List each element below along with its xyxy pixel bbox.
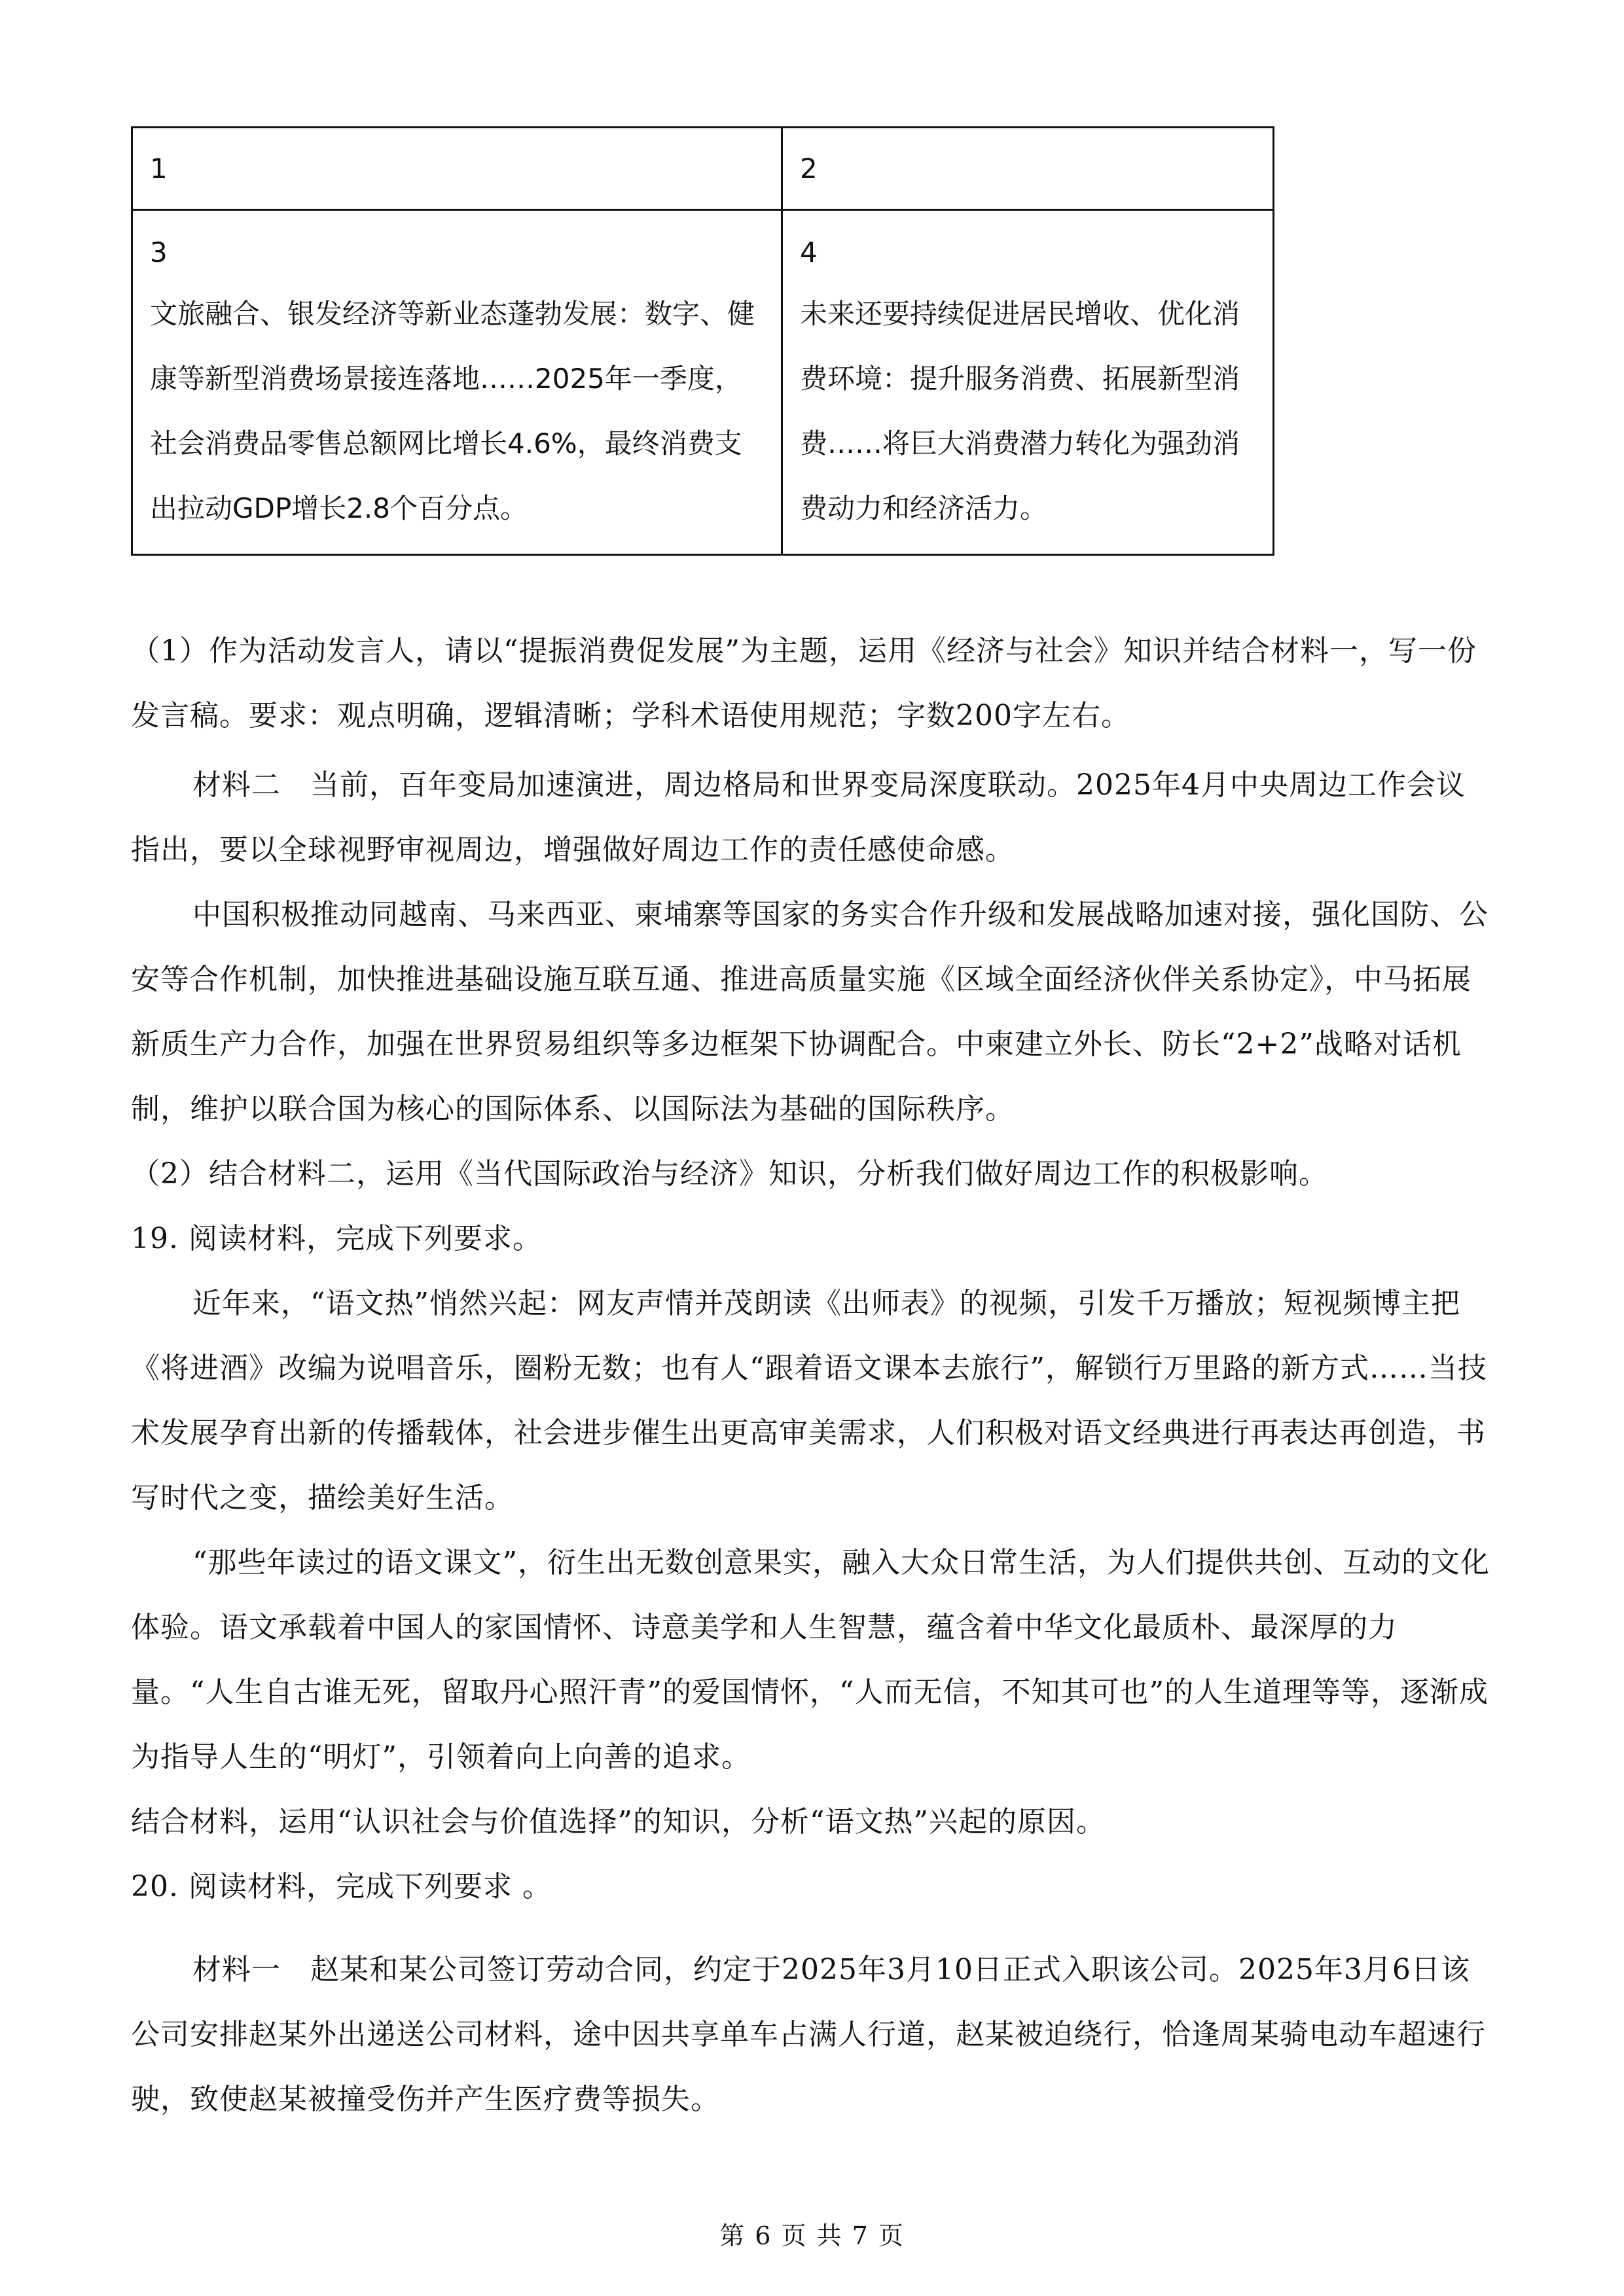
- question-20-material-1: [131, 1937, 1494, 2132]
- material-paragraph: 材料二 当前，百年变局加速演进，周边格局和世界变局深度联动。2025年4月中央周边工作会议指出，要以全球视野审视周边，增强做好周边工作的责任感使命感。: [131, 768, 1466, 867]
- material-paragraph: 材料一 赵某和某公司签订劳动合同，约定于2025年3月10日正式入职该公司。2025年3月6日该公司安排赵某外出递送公司材料，途中因共享单车占满人行道，赵某被迫绕行，恰逢周某骑电动车超速行驶，致使赵某被撞受伤并产生医疗费等损失。: [131, 1953, 1486, 2116]
- cell-text: 文旅融合、银发经济等新业态蓬勃发展：数字、健康等新型消费场景接连落地……2025年一季度，社会消费品零售总额网比增长4.6%，最终消费支出拉动GDP增长2.8个百分点。: [150, 298, 755, 524]
- cell-number: 4: [800, 236, 818, 268]
- cell-number: 2: [800, 152, 818, 185]
- cell-number: 3: [150, 236, 168, 268]
- question-title: 19. 阅读材料，完成下列要求。: [131, 1222, 542, 1255]
- table-cell-2: [782, 128, 1274, 210]
- question-text: 结合材料，运用“认识社会与价值选择”的知识，分析“语文热”兴起的原因。: [131, 1805, 1106, 1839]
- table-cell-4: [782, 210, 1274, 555]
- material-paragraph: 中国积极推动同越南、马来西亚、柬埔寨等国家的务实合作升级和发展战略加速对接，强化国防、公安等合作机制，加快推进基础设施互联互通、推进高质量实施《区域全面经济伙伴关系协定》，中马拓展新质生产力合作，加强在世界贸易组织等多边框架下协调配合。中柬建立外长、防长“2+2”战略对话机制，维护以联合国为核心的国际体系、以国际法为基础的国际秩序。: [131, 898, 1489, 1126]
- table-cell-3: [132, 210, 782, 555]
- material-paragraph: 近年来，“语文热”悄然兴起：网友声情并茂朗读《出师表》的视频，引发千万播放；短视频博主把《将进酒》改编为说唱音乐，圈粉无数；也有人“跟着语文课本去旅行”，解锁行万里路的新方式……当技术发展孕育出新的传播载体，社会进步催生出更高审美需求，人们积极对语文经典进行再表达再创造，书写时代之变，描绘美好生活。: [131, 1287, 1487, 1515]
- cell-text: 未来还要持续促进居民增收、优化消费环境：提升服务消费、拓展新型消费……将巨大消费潜力转化为强劲消费动力和经济活力。: [800, 298, 1240, 524]
- material-table: [131, 126, 1274, 556]
- question-title: 20. 阅读材料，完成下列要求 。: [131, 1870, 552, 1903]
- table-row: [132, 128, 1274, 210]
- question-text: （2）结合材料二，运用《当代国际政治与经济》知识，分析我们做好周边工作的积极影响。: [131, 1157, 1328, 1191]
- table-cell-1: [132, 128, 782, 210]
- question-text: （1）作为活动发言人，请以“提振消费促发展”为主题，运用《经济与社会》知识并结合材料一，写一份发言稿。要求：观点明确，逻辑清晰；学科术语使用规范；字数200字左右。: [131, 634, 1477, 732]
- cell-number: 1: [150, 152, 168, 185]
- table-row: [132, 210, 1274, 555]
- page-footer: 第 6 页 共 7 页: [719, 2221, 905, 2250]
- material-paragraph: “那些年读过的语文课文”，衍生出无数创意果实，融入大众日常生活，为人们提供共创、互动的文化体验。语文承载着中国人的家国情怀、诗意美学和人生智慧，蕴含着中华文化最质朴、最深厚的力量。“人生自古谁无死，留取丹心照汗青”的爱国情怀，“人而无信，不知其可也”的人生道理等等，逐渐成为指导人生的“明灯”，引领着向上向善的追求。: [131, 1546, 1490, 1774]
- material-2: [131, 753, 1494, 1919]
- question-18-1: [131, 619, 1494, 748]
